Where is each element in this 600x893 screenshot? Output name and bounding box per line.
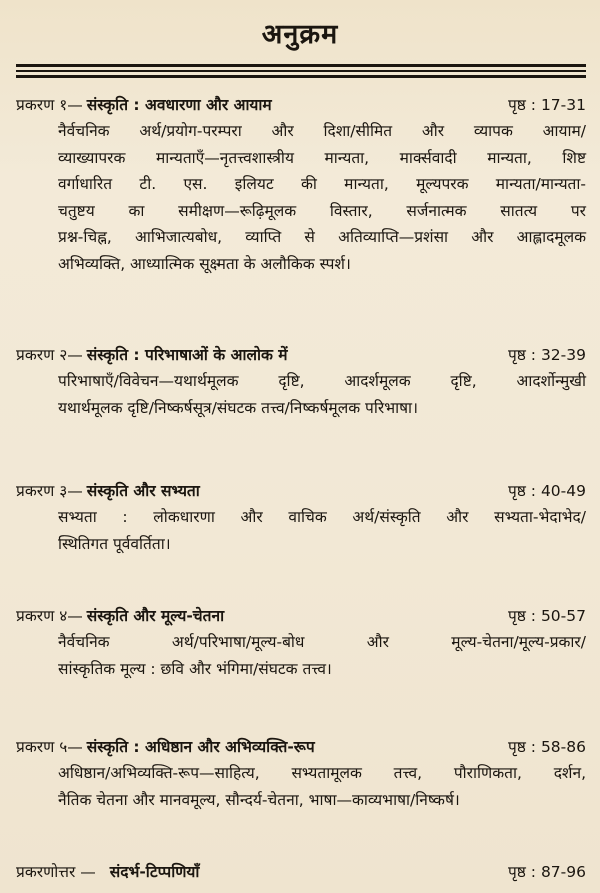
chapter-page-range: पृष्ठ : 17-31	[507, 96, 586, 114]
chapter-contents	[16, 760, 586, 813]
chapter-number: प्रकरण १—	[16, 96, 83, 114]
chapter-title: संस्कृति : परिभाषाओं के आलोक में	[86, 346, 288, 364]
contents-line: अभिव्यक्ति, आध्यात्मिक सूक्ष्मता के अलौकिक स्पर्श।	[58, 254, 351, 273]
title-rule-middle	[16, 70, 586, 72]
toc-entry-chapter-1	[16, 92, 586, 277]
chapter-page-range: पृष्ठ : 50-57	[507, 607, 586, 625]
contents-line: नैर्वचनिक अर्थ/प्रयोग-परम्परा और दिशा/सीमित और व्यापक आयाम/	[58, 122, 586, 140]
chapter-contents	[16, 368, 586, 421]
contents-line: चतुष्टय का समीक्षण—रूढ़िमूलक विस्तार, सर्जनात्मक सातत्य पर	[58, 201, 586, 220]
title-rule-bottom	[16, 75, 586, 78]
chapter-page-range: पृष्ठ : 87-96	[507, 863, 586, 881]
toc-entry-heading	[16, 603, 586, 629]
chapter-number: प्रकरण ५—	[16, 738, 83, 756]
chapter-number: प्रकरण ४—	[16, 607, 83, 625]
chapter-contents	[16, 629, 586, 682]
contents-line: परिभाषाएँ/विवेचन—यथार्थमूलक दृष्टि, आदर्शमूलक दृष्टि, आदर्शोन्मुखी	[58, 372, 586, 390]
chapter-page-range: पृष्ठ : 40-49	[507, 482, 586, 500]
contents-line: सांस्कृतिक मूल्य : छवि और भंगिमा/संघटक तत्त्व।	[58, 659, 332, 678]
toc-entry-chapter-5	[16, 734, 586, 813]
toc-entry-heading	[16, 734, 586, 760]
chapter-page-range: पृष्ठ : 32-39	[507, 346, 586, 364]
chapter-title: संदर्भ-टिप्पणियाँ	[109, 863, 200, 881]
contents-line: वर्गाधारित टी. एस. इलियट की मान्यता, मूल्यपरक मान्यता/मान्यता-	[58, 175, 586, 193]
toc-entry-heading	[16, 859, 586, 885]
page-title: अनुक्रम	[261, 19, 339, 50]
contents-line: प्रश्न-चिह्न, आभिजात्यबोध, व्याप्ति से अतिव्याप्ति—प्रशंसा और आह्लादमूलक	[58, 228, 586, 246]
contents-line: स्थितिगत पूर्ववर्तिता।	[58, 534, 171, 553]
title-rule-top	[16, 64, 586, 67]
contents-line: नैतिक चेतना और मानवमूल्य, सौन्दर्य-चेतना, भाषा—काव्यभाषा/निष्कर्ष।	[58, 790, 460, 809]
contents-line: अधिष्ठान/अभिव्यक्ति-रूप—साहित्य, सभ्यतामूलक तत्त्व, पौराणिकता, दर्शन,	[58, 764, 586, 782]
toc-entry-chapter-4	[16, 603, 586, 682]
chapter-title: संस्कृति : अवधारणा और आयाम	[86, 96, 272, 114]
chapter-title: संस्कृति और सभ्यता	[86, 482, 200, 500]
contents-line: व्याख्यापरक मान्यताएँ—नृतत्त्वशास्त्रीय मान्यता, मार्क्सवादी मान्यता, शिष्ट	[58, 148, 586, 167]
toc-entry-references	[16, 859, 586, 885]
chapter-contents	[16, 118, 586, 277]
toc-entry-chapter-2	[16, 342, 586, 421]
chapter-page-range: पृष्ठ : 58-86	[507, 738, 586, 756]
chapter-title: संस्कृति और मूल्य-चेतना	[86, 607, 225, 625]
contents-line: नैर्वचनिक अर्थ/परिभाषा/मूल्य-बोध और मूल्य-चेतना/मूल्य-प्रकार/	[58, 633, 586, 651]
toc-entry-heading	[16, 478, 586, 504]
toc-entry-heading	[16, 342, 586, 368]
contents-line: सभ्यता : लोकधारणा और वाचिक अर्थ/संस्कृति और सभ्यता-भेदाभेद/	[58, 508, 586, 526]
chapter-number: प्रकरण २—	[16, 346, 83, 364]
chapter-title: संस्कृति : अधिष्ठान और अभिव्यक्ति-रूप	[86, 738, 315, 756]
chapter-contents	[16, 504, 586, 557]
toc-entry-chapter-3	[16, 478, 586, 557]
contents-line: यथार्थमूलक दृष्टि/निष्कर्षसूत्र/संघटक तत्त्व/निष्कर्षमूलक परिभाषा।	[58, 398, 418, 417]
chapter-number: प्रकरण ३—	[16, 482, 83, 500]
toc-entry-heading	[16, 92, 586, 118]
chapter-number: प्रकरणोत्तर —	[16, 863, 96, 881]
